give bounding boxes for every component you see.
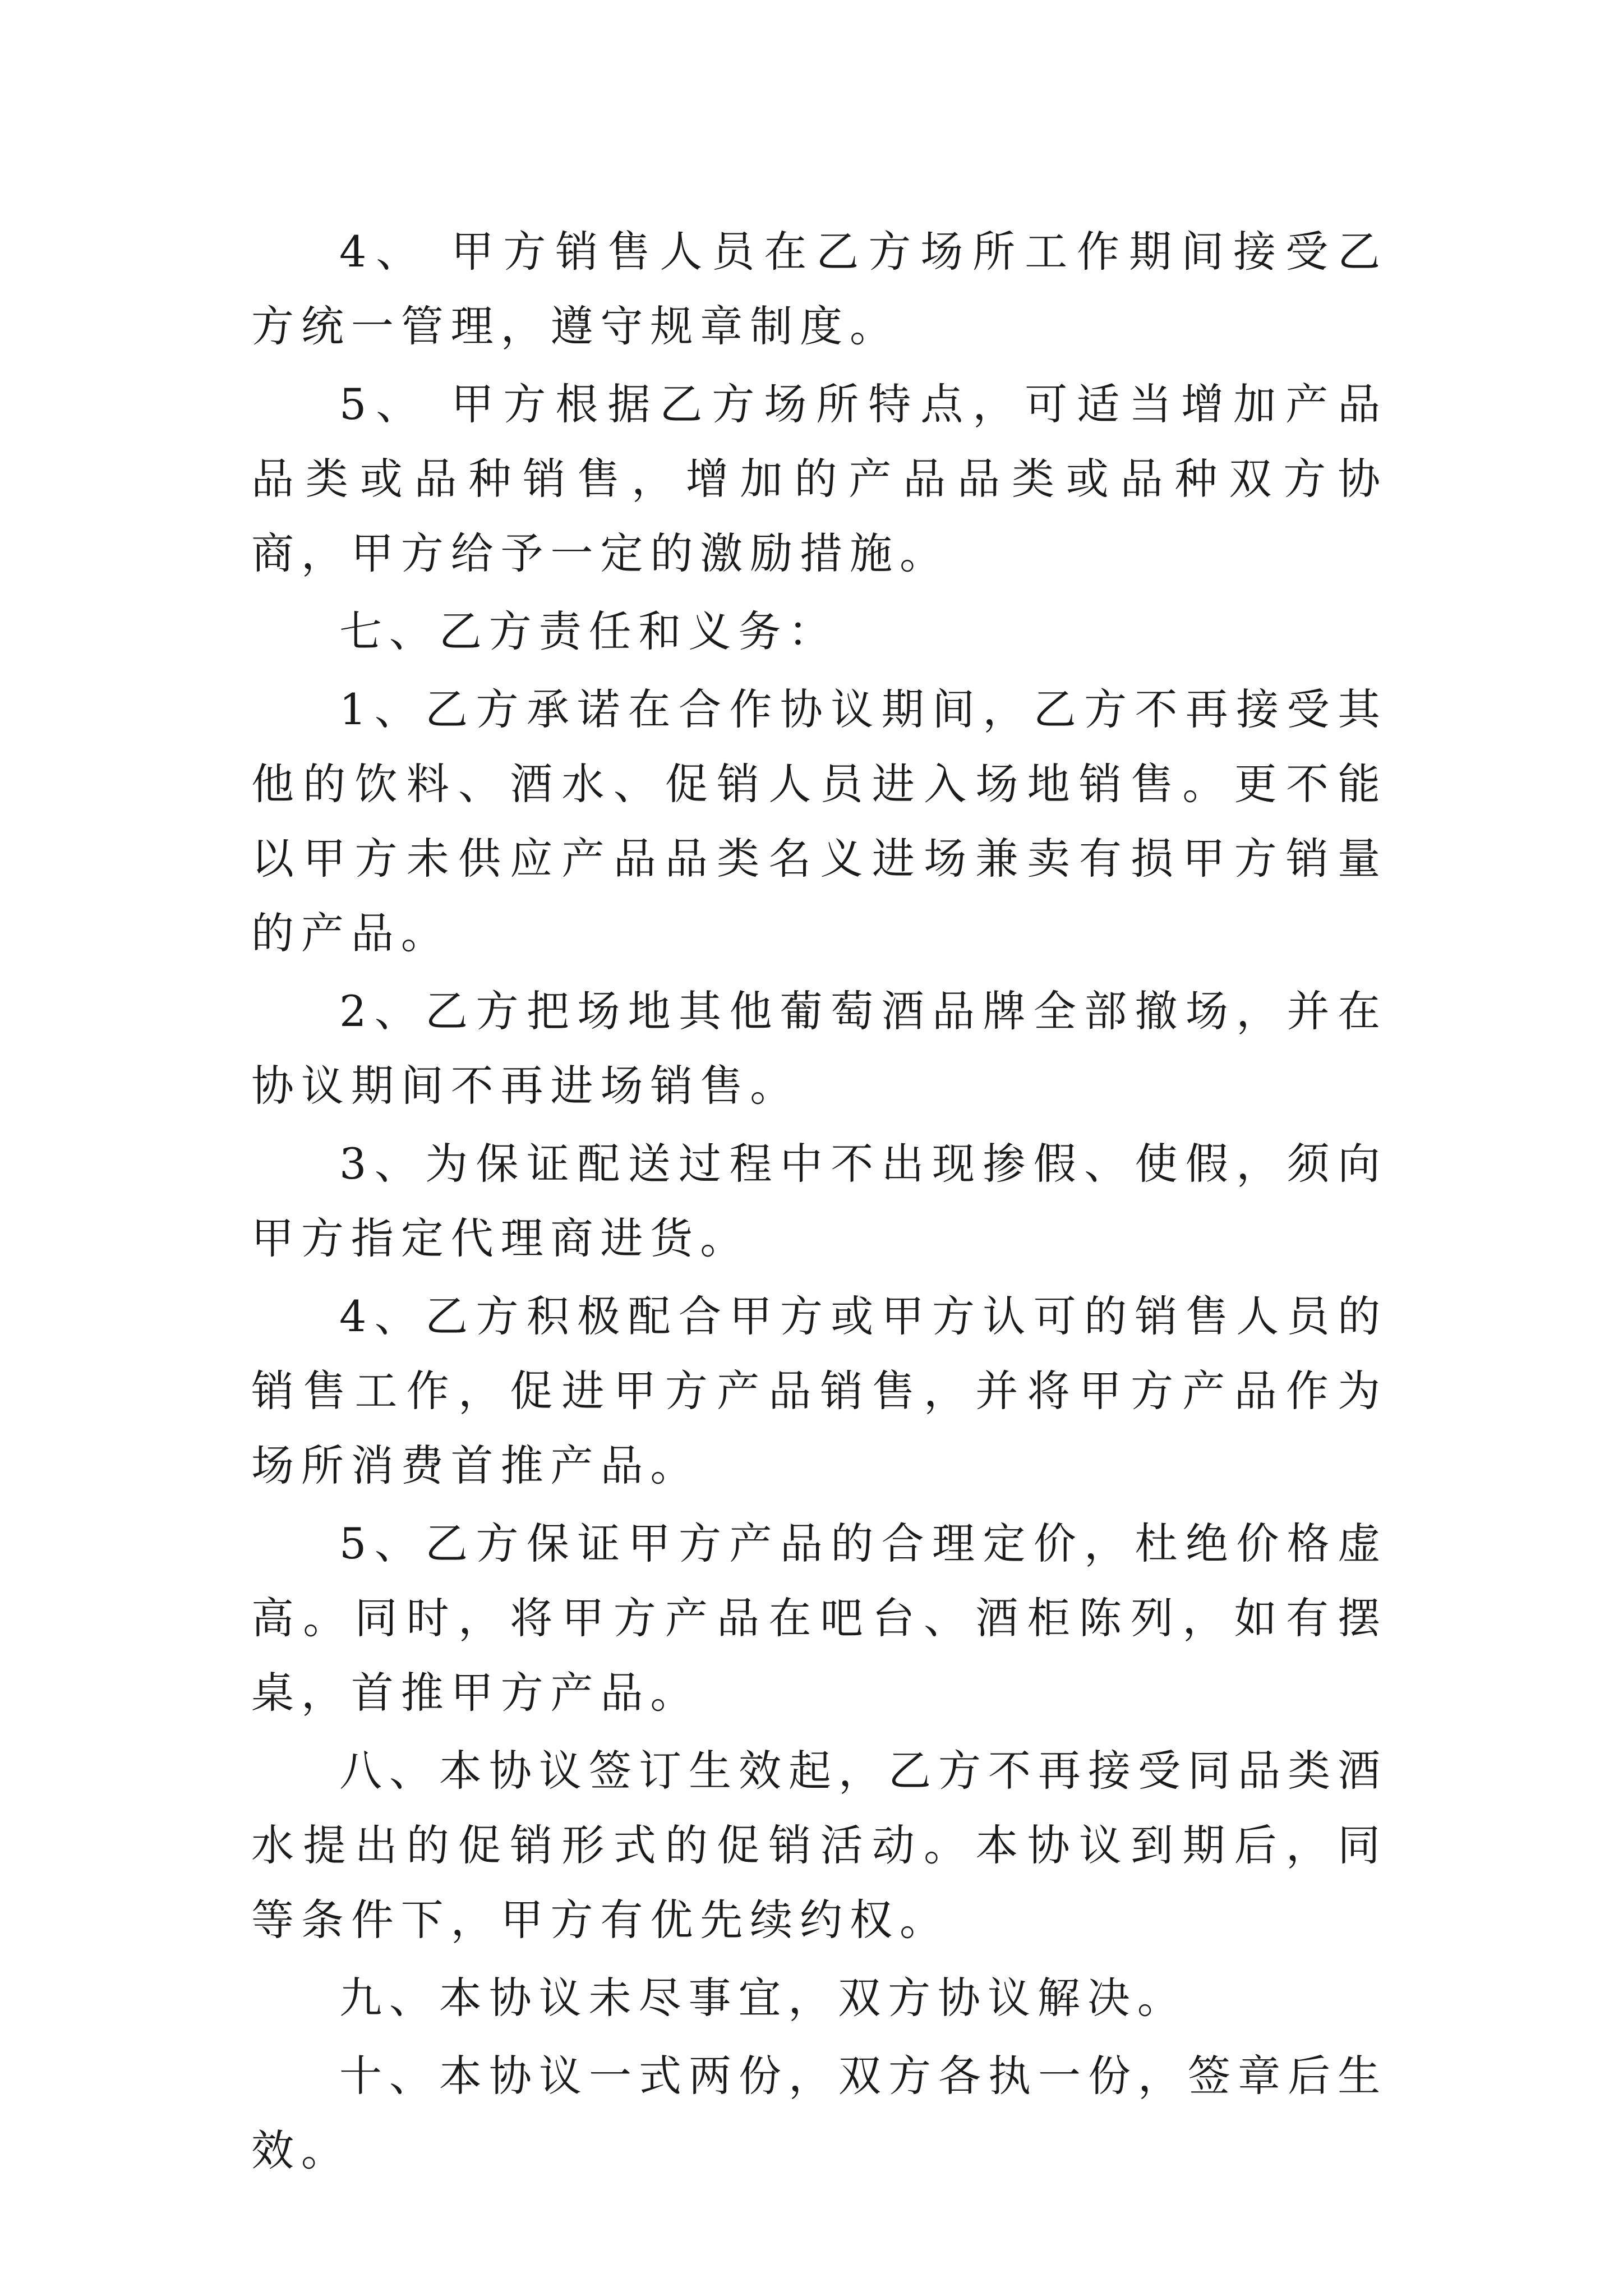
paragraph-remove-other-brands: 2、乙方把场地其他葡萄酒品牌全部撤场，并在协议期间不再进场销售。: [251, 986, 1387, 1111]
paragraph-designated-agent: 3、为保证配送过程中不出现掺假、使假，须向甲方指定代理商进货。: [251, 1139, 1387, 1263]
paragraph-cooperation: 4、乙方积极配合甲方或甲方认可的销售人员的销售工作，促进甲方产品销售，并将甲方产品作为场所消费首推产品。: [251, 1291, 1387, 1490]
paragraph-sales-staff-management: 4、 甲方销售人员在乙方场所工作期间接受乙方统一管理，遵守规章制度。: [251, 227, 1387, 351]
paragraph-exclusivity: 1、乙方承诺在合作协议期间，乙方不再接受其他的饮料、酒水、促销人员进入场地销售。更不能以甲方未供应产品品类名义进场兼卖有损甲方销量的产品。: [251, 684, 1387, 958]
paragraph-clause-nine: 九、本协议未尽事宜，双方协议解决。: [339, 1973, 1187, 2023]
paragraph-clause-ten: 十、本协议一式两份，双方各执一份，签章后生效。: [251, 2051, 1387, 2175]
document-body: [251, 214, 1387, 2191]
paragraph-additional-products: 5、 甲方根据乙方场所特点，可适当增加产品品类或品种销售，增加的产品品类或品种双方协商，甲方给予一定的激励措施。: [251, 379, 1387, 578]
paragraph-clause-eight: 八、本协议签订生效起，乙方不再接受同品类酒水提出的促销形式的促销活动。本协议到期后，同等条件下，甲方有优先续约权。: [251, 1746, 1387, 1945]
paragraph-pricing-display: 5、乙方保证甲方产品的合理定价，杜绝价格虚高。同时，将甲方产品在吧台、酒柜陈列，如有摆桌，首推甲方产品。: [251, 1519, 1387, 1718]
section-heading-party-b-duties: 七、乙方责任和义务：: [339, 606, 838, 656]
